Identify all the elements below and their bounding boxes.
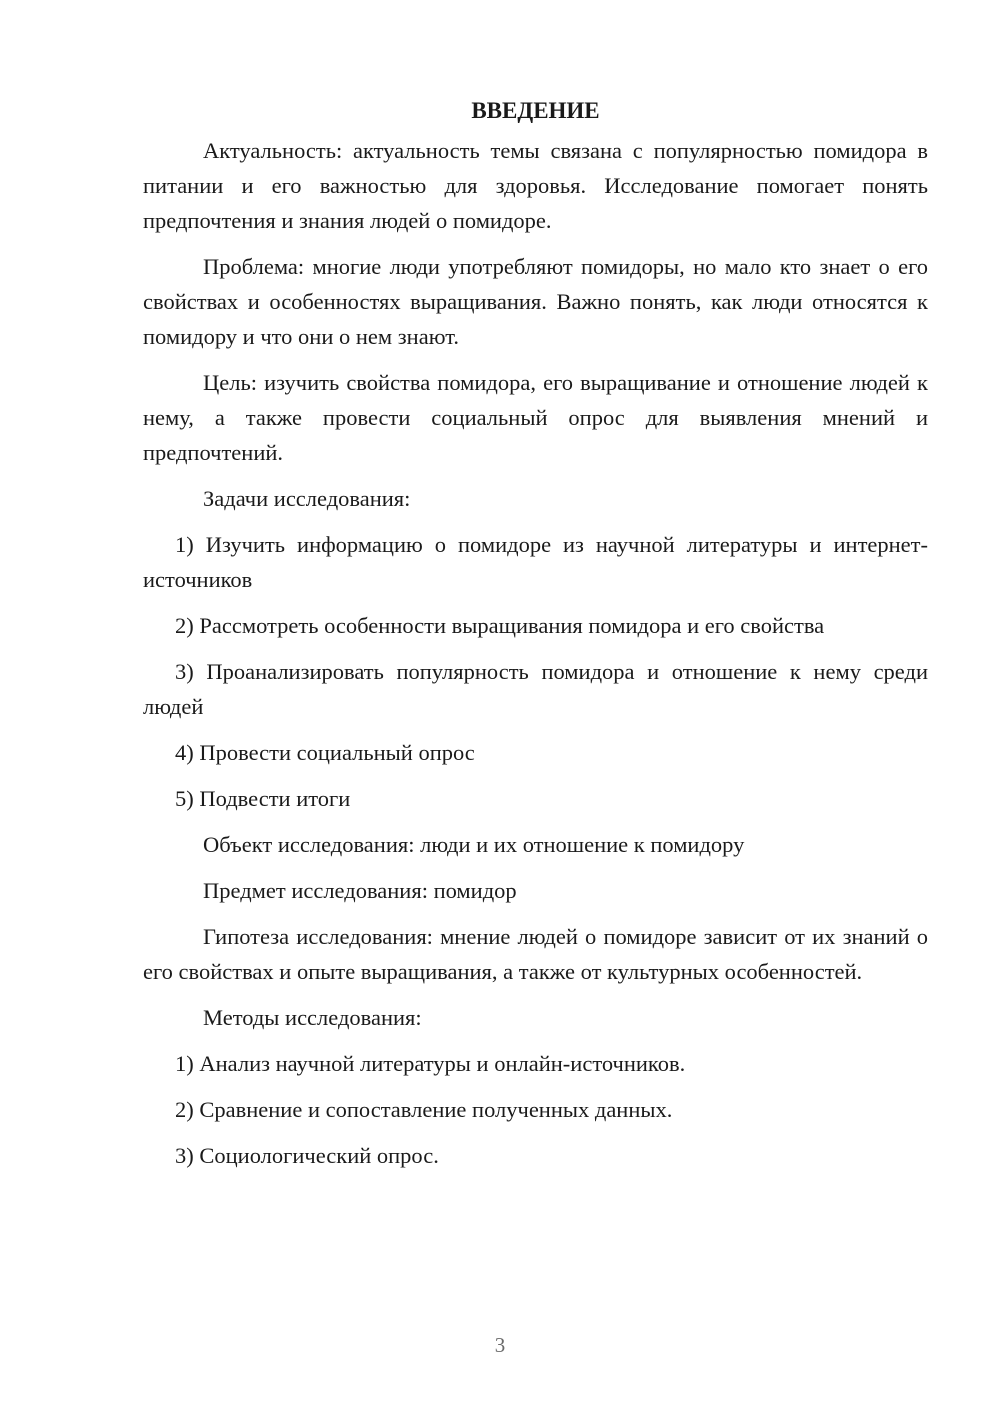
page-content — [143, 96, 928, 1184]
task-item: 2) Рассмотреть особенности выращивания помидора и его свойства — [175, 613, 825, 638]
method-item: 2) Сравнение и сопоставление полученных данных. — [175, 1097, 673, 1122]
methods-heading: Методы исследования: — [203, 1005, 422, 1030]
subject-paragraph: Предмет исследования: помидор — [203, 878, 517, 903]
task-item: 5) Подвести итоги — [175, 786, 351, 811]
task-item: 4) Провести социальный опрос — [175, 740, 475, 765]
relevance-paragraph: Актуальность: актуальность темы связана с популярностью помидора в питании и его важностью для здоровья. Исследование помогает понять предпочтения и знания людей о помидоре. — [143, 138, 928, 233]
object-paragraph: Объект исследования: люди и их отношение к помидору — [203, 832, 745, 857]
method-item: 1) Анализ научной литературы и онлайн-источников. — [175, 1051, 686, 1076]
page-number: 3 — [494, 1333, 506, 1357]
section-title: ВВЕДЕНИЕ — [471, 98, 600, 123]
hypothesis-paragraph: Гипотеза исследования: мнение людей о помидоре зависит от их знаний о его свойствах и опыте выращивания, а также от культурных особенностей. — [143, 924, 928, 984]
problem-paragraph: Проблема: многие люди употребляют помидоры, но мало кто знает о его свойствах и особенностях выращивания. Важно понять, как люди относятся к помидору и что они о нем знают. — [143, 254, 928, 349]
task-item: 1) Изучить информацию о помидоре из научной литературы и интернет-источников — [143, 532, 928, 592]
task-item: 3) Проанализировать популярность помидора и отношение к нему среди людей — [143, 659, 928, 719]
tasks-heading: Задачи исследования: — [203, 486, 411, 511]
method-item: 3) Социологический опрос. — [175, 1143, 439, 1168]
goal-paragraph: Цель: изучить свойства помидора, его выращивание и отношение людей к нему, а также провести социальный опрос для выявления мнений и предпочтений. — [143, 370, 928, 465]
